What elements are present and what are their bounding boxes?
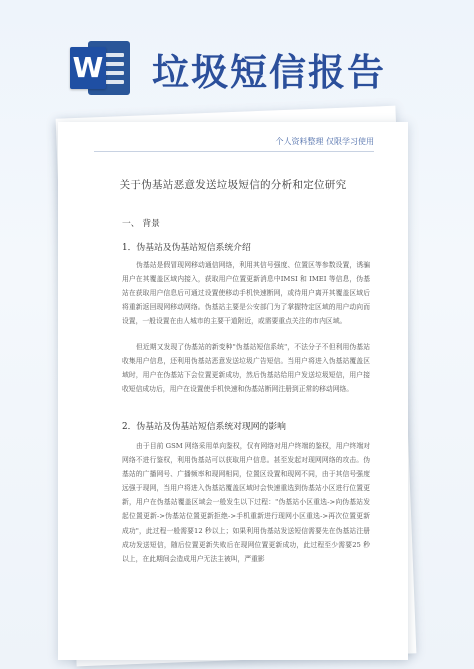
subsection-heading-intro: 1．伪基站及伪基站短信系统介绍 (122, 243, 251, 253)
subsection-heading-impact: 2．伪基站及伪基站短信系统对现网的影响 (122, 422, 286, 432)
banner-title: 垃圾短信报告 (152, 51, 386, 94)
section-heading-background: 一、 背景 (122, 219, 160, 229)
paragraph-sms-system: 但近期又发现了伪基站的新变种"伪基站短信系统"，不法分子不但利用伪基站收集用户信息，还利用伪基站恶意发送垃圾广告短信。当用户将进入伪基站覆盖区域时，用户在伪基站下会位置更新成功，然后伪基站给用户发送垃圾短信，用户接收短信成功后，用户在设置使手机快速和伪基站断网注册到正常的移动网络。 (122, 343, 370, 394)
word-logo-letter: W (70, 47, 106, 89)
header-note: 个人资料整理 仅限学习使用 (275, 137, 374, 146)
document-title: 关于伪基站恶意发送垃圾短信的分析和定位研究 (119, 179, 347, 191)
document-page (58, 122, 408, 660)
paragraph-impact: 由于目前 GSM 网络采用单向鉴权，仅有网络对用户终端的鉴权，用户终端对网络不进行鉴权，利用伪基站可以获取用户信息。甚至发起对现网网络的攻击。伪基站的广播网号、广播频率和现网相同，位置区设置和现网不同，由于其信号强度远强于现网，当用户将进入伪基站覆盖区域时会快速重选到伪基站小区进行位置更新，用户在伪基站覆盖区域会一般发生以下过程："伪基站小区重选->向伪基站发起位置更新->伪基站位置更新拒绝->手机重新进行现网小区重选->再次位置更新成功"，此过程一般需要12 秒以上；如果利用伪基站发送短信需要先在伪基站注册成功发送短信，随后位置更新失败后在现网位置更新成功，此过程至少需要25 秒以上，在此期间会造成用户无法主被叫，严重影 (122, 442, 370, 563)
word-logo (70, 36, 132, 100)
paragraph-intro: 伪基站是假冒现网移动通信网络，利用其信号强度、位置区等参数设置，诱骗用户在其覆盖区域内接入，获取用户位置更新消息中IMSI 和 IMEI 等信息，伪基站在获取用户信息后可通过设置使移动手机快速断网，或待用户离开其覆盖区域后将重新返回现网移动网络。伪基站主要是公安部门为了掌握特定区域的用户动向而设置，一般设置在由人城市的主要干道附近，或需要重点关注的市内区域。 (122, 261, 370, 326)
header-divider (94, 151, 374, 152)
